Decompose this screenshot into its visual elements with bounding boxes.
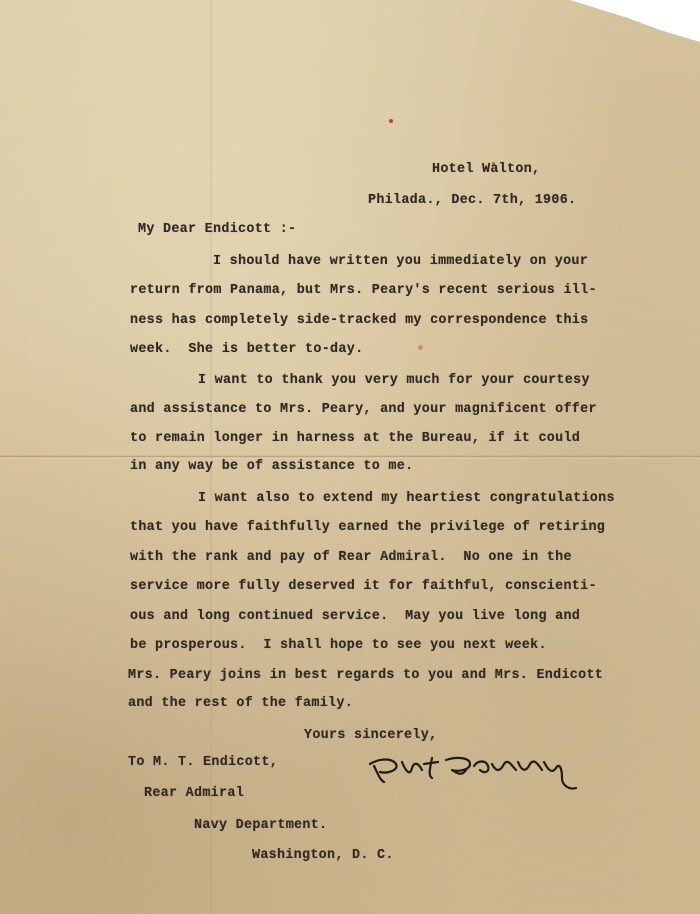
recipient-rank: Rear Admiral [144,786,245,801]
body-line: service more fully deserved it for faithful, conscienti- [130,579,597,594]
recipient-name: To M. T. Endicott, [128,755,279,770]
ink-speck [389,119,393,123]
body-line: ous and long continued service. May you live long and [130,609,581,624]
handwritten-signature [366,748,580,796]
torn-corner [510,0,700,50]
body-line: that you have faithfully earned the privilege of retiring [130,520,606,535]
body-line: I want to thank you very much for your courtesy [198,373,590,388]
body-line: and assistance to Mrs. Peary, and your magnificent offer [130,402,597,417]
recipient-city: Washington, D. C. [252,848,394,863]
body-line: Mrs. Peary joins in best regards to you and Mrs. Endicott [128,668,604,683]
closing: Yours sincerely, [304,728,438,743]
body-line: with the rank and pay of Rear Admiral. No one in the [130,550,572,565]
body-line: to remain longer in harness at the Bureau, if it could [130,431,581,446]
body-line: I want also to extend my heartiest congratulations [198,491,615,506]
body-line: I should have written you immediately on your [213,254,589,269]
body-line: ness has completely side-tracked my correspondence this [130,313,589,328]
body-line: in any way be of assistance to me. [130,459,414,474]
recipient-department: Navy Department. [194,818,328,833]
hotel-heading: Hotel Walton, [432,162,541,177]
salutation: My Dear Endicott :- [138,222,297,237]
body-line: be prosperous. I shall hope to see you next week. [130,638,547,653]
body-line: and the rest of the family. [128,696,354,711]
ink-speck [418,345,423,350]
body-line: return from Panama, but Mrs. Peary's recent serious ill- [130,283,597,298]
body-line: week. She is better to-day. [130,342,364,357]
letter-date: Philada., Dec. 7th, 1906. [368,193,577,208]
